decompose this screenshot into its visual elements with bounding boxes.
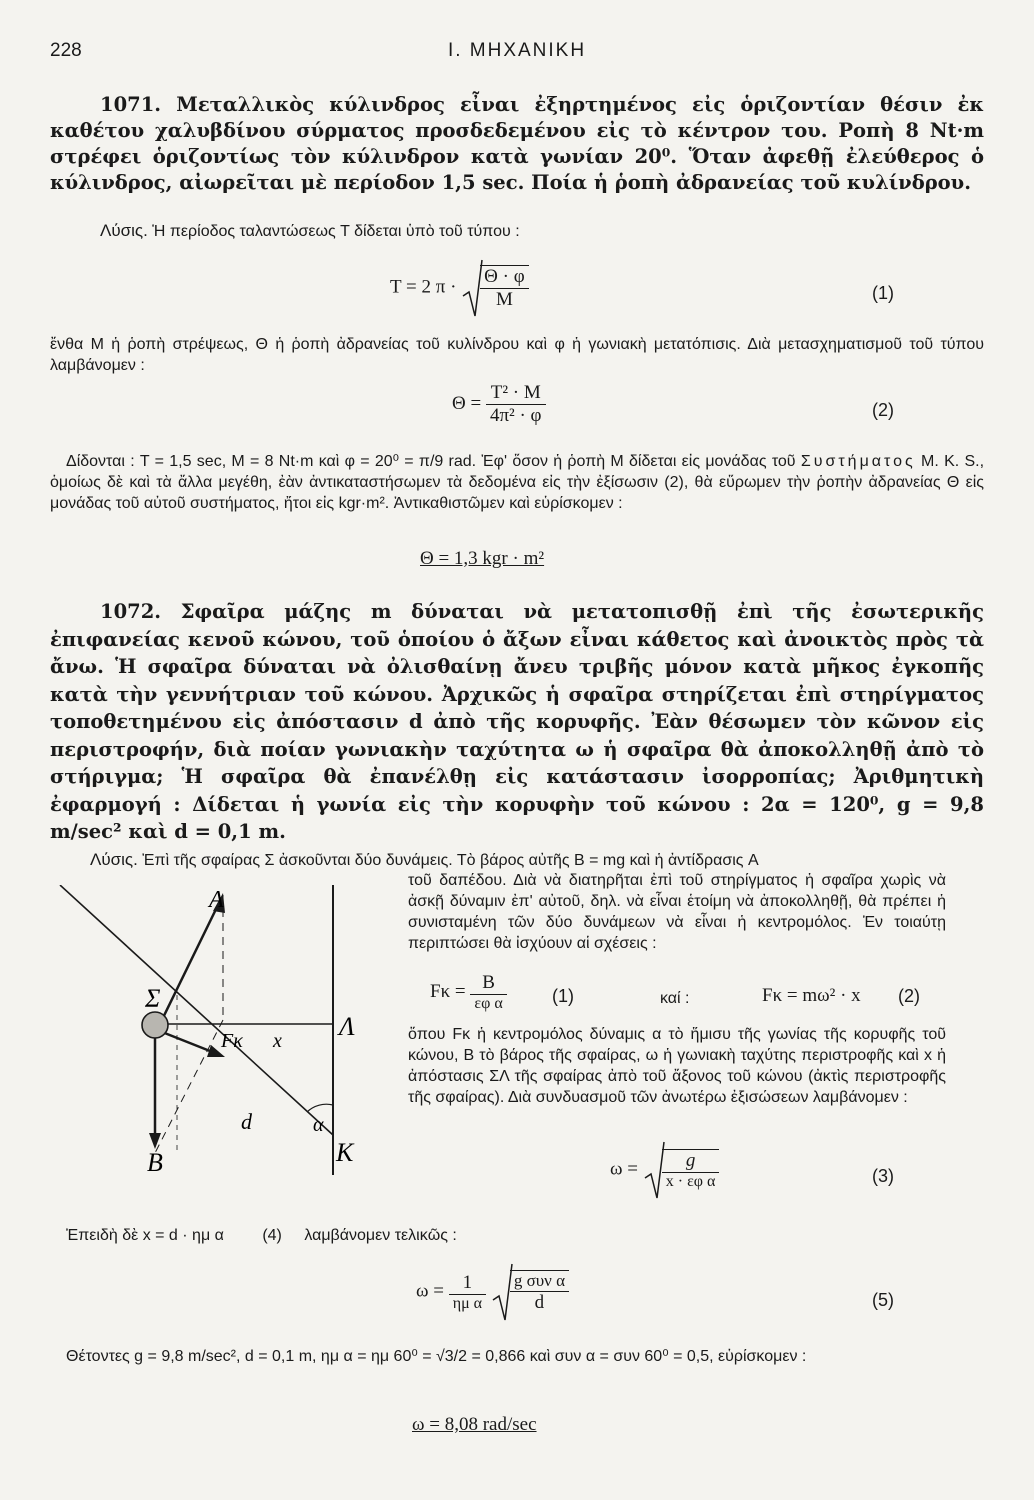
- sphere-icon: [142, 1012, 168, 1038]
- eq-fraction: [470, 972, 506, 1013]
- solution-first-text: Ἐπὶ τῆς σφαίρας Σ ἀσκοῦνται δύο δυνάμεις. Τὸ βάρος αὐτῆς B = mg καὶ ἡ ἀντίδρασις A: [142, 852, 759, 869]
- since-end-text: λαμβάνομεν τελικῶς :: [304, 1227, 457, 1244]
- given-text-b: M. K. S., ὁμοίως δὲ καὶ τὰ ἄλλα μεγέθη, ἐὰν ἀντικαταστήσωμεν τὰ δεδομένα εἰς τὴν ἐξίσωσιν (2), θὰ εὕρωμεν τὴν ῥοπὴν ἀδρανείας Θ εἰς μονάδας τοῦ αὐτοῦ συστήματος, ἤτοι εἰς kgr·m². Ἀντικαθιστῶμεν καὶ εὑρίσκομεν :: [50, 453, 985, 512]
- reaction-arrow-A: [157, 903, 219, 1030]
- eq-numerator: g: [662, 1150, 720, 1173]
- given-spaced-word: Συστήματος: [800, 453, 916, 470]
- eq-numerator: g συν α: [510, 1271, 569, 1292]
- solution-first-line: [50, 849, 984, 871]
- eq-denominator: 4π² · φ: [489, 405, 542, 426]
- eq-fraction-2: [510, 1270, 569, 1314]
- equation-1072-1: [430, 972, 507, 1013]
- since-text: Ἐπειδὴ δὲ x = d · ημ α: [66, 1227, 224, 1244]
- cone-sphere-figure: [55, 885, 375, 1175]
- equation-1072-5: [416, 1262, 569, 1322]
- solution-right-column: [408, 870, 946, 954]
- equation-1072-3: [610, 1140, 719, 1200]
- substitution-content: Θέτοντες g = 9,8 m/sec², d = 0,1 m, ημ α = ημ 60⁰ = √3/2 = 0,866 καὶ συν α = συν 60⁰ = 0,5, εὑρίσκομεν :: [66, 1348, 807, 1365]
- eq-lhs: Θ =: [452, 392, 482, 414]
- equation-number: (2): [872, 400, 894, 420]
- solution-intro: [50, 220, 984, 242]
- problem-text: Σφαῖρα μάζης m δύναται νὰ μετατοπισθῇ ἐπὶ τῆς ἐσωτερικῆς ἐπιφανείας κενοῦ κώνου, τοῦ ὁποίου ὁ ἄξων εἶναι κάθετος καὶ ἀνοικτὸς πρὸς τὰ ἄνω. Ἡ σφαῖρα δύναται νὰ ὀλισθαίνῃ ἄνευ τριβῆς μόνον κατὰ μῆκος ἐγκοπῆς κατὰ τὴν γεννήτριαν τοῦ κώνου. Ἀρχικῶς ἡ σφαῖρα στηρίζεται ἐπὶ στηρίγματος τοποθετημένου εἰς ἀπόστασιν d ἀπὸ τῆς κορυφῆς. Ἐὰν θέσωμεν τὸν κῶνον εἰς περιστροφήν, διὰ ποίαν γωνιακὴν ταχύτητα ω ἡ σφαῖρα θὰ ἀποκολληθῇ ἀπὸ τὸ στήριγμα; Ἡ σφαῖρα θὰ ἐπανέλθῃ εἰς κατάστασιν ἰσορροπίας; Ἀριθμητικὴ ἐφαρμογή : Δίδεται ἡ γωνία εἰς τὴν κορυφὴν τοῦ κώνου : 2α = 120⁰, g = 9,8 m/sec² καὶ d = 0,1 m.: [50, 600, 984, 843]
- problem-number: 1071.: [100, 93, 162, 116]
- page-header: [50, 40, 984, 70]
- eq-lhs: ω =: [416, 1280, 444, 1302]
- cone-generatrix-line: [60, 885, 333, 1135]
- definition-text: [50, 334, 984, 376]
- eq-fraction: [486, 382, 546, 427]
- conjunction-text: καί :: [660, 990, 690, 1007]
- eq-fraction-1: [449, 1272, 486, 1313]
- label-Fk: Fκ: [221, 1030, 243, 1052]
- eq-numerator: B: [470, 972, 506, 995]
- equation-number: (1): [552, 986, 574, 1006]
- solution-intro-text: Ἡ περίοδος ταλαντώσεως T δίδεται ὑπὸ τοῦ τύπου :: [152, 223, 520, 240]
- eq-denominator: ημ α: [452, 1294, 483, 1312]
- solution-right-text: τοῦ δαπέδου. Διὰ νὰ διατηρῆται ἐπὶ τοῦ στηρίγματος ἡ σφαῖρα χωρὶς νὰ ἀσκῇ δύναμιν ἐπ' αὐτοῦ, δηλ. νὰ εἶναι ἑτοίμη νὰ ἀποκολληθῇ, θὰ πρέπει ἡ συνισταμένη τῶν δύο δυνάμεων νὰ εἶναι ἡ κεντρομόλος. Ἐν τοιαύτῃ περιπτώσει θὰ ἰσχύουν αἱ σχέσεις :: [408, 872, 946, 952]
- eq-lhs: ω =: [610, 1158, 638, 1180]
- solution-label: Λύσις.: [100, 221, 148, 240]
- eq-fraction: [480, 265, 529, 311]
- equation-number: (4): [262, 1227, 282, 1244]
- eq-denominator: x · εφ α: [665, 1173, 716, 1190]
- equation-1072-2: Fκ = mω² · x: [762, 985, 861, 1006]
- eq-fraction: [662, 1149, 720, 1191]
- substitution-text: [50, 1346, 984, 1367]
- solution-label: Λύσις.: [90, 850, 138, 869]
- label-K: K: [336, 1138, 354, 1167]
- label-L: Λ: [339, 1012, 355, 1041]
- label-d: d: [241, 1109, 252, 1134]
- given-text-a: Δίδονται : T = 1,5 sec, M = 8 Nt·m καὶ φ = 20⁰ = π/9 rad. Ἐφ' ὅσον ἡ ῥοπὴ M δίδεται εἰς μονάδας τοῦ: [66, 453, 796, 470]
- equation-number: (2): [898, 986, 920, 1006]
- eq-numerator: T² · M: [486, 382, 546, 405]
- eq-denominator: d: [534, 1292, 545, 1313]
- given-values-text: [50, 451, 984, 514]
- label-alpha: α: [313, 1114, 324, 1136]
- problem-1072-statement: [50, 598, 984, 846]
- explanation-content: ὅπου Fκ ἡ κεντρομόλος δύναμις α τὸ ἥμισυ τῆς γωνίας τῆς κορυφῆς τοῦ κώνου, B τὸ βάρος τῆς σφαίρας, ω ἡ γωνιακὴ ταχύτης περιστροφῆς καὶ x ἡ ἀπόστασις ΣΛ τῆς σφαίρας ἀπὸ τοῦ ἄξονος τοῦ κώνου (ἀκτὶς περιστροφῆς τῆς σφαίρας). Διὰ συνδυασμοῦ τῶν ἀνωτέρω ἐξισώσεων λαμβάνομεν :: [408, 1026, 946, 1106]
- eq-numerator: Θ · φ: [480, 266, 529, 289]
- equation-number: (3): [872, 1166, 894, 1186]
- explanation-text: [408, 1024, 946, 1108]
- running-title: Ι. ΜΗΧΑΝΙΚΗ: [447, 40, 587, 61]
- label-A: A: [209, 887, 224, 913]
- problem-text: Μεταλλικὸς κύλινδρος εἶναι ἐξηρτημένος εἰς ὁριζοντίαν θέσιν ἐκ καθέτου χαλυβδίνου σύρματος προσδεδεμένου εἰς τὸ κέντρον του. Ροπὴ 8 Nt·m στρέφει ὁριζοντίως τὸν κύλινδρον κατὰ γωνίαν 20⁰. Ὅταν ἀφεθῇ ἐλεύθερος ὁ κύλινδρος, αἰωρεῖται μὲ περίοδον 1,5 sec. Ποία ἡ ῥοπὴ ἀδρανείας τοῦ κυλίνδρου.: [50, 93, 984, 194]
- equation-number: (5): [872, 1290, 894, 1310]
- eq-denominator: M: [495, 289, 513, 310]
- angle-arc: [307, 1104, 333, 1112]
- result-1072: ω = 8,08 rad/sec: [412, 1414, 537, 1435]
- eq-lhs: Fκ =: [430, 980, 466, 1002]
- result-1071: Θ = 1,3 kgr · m²: [420, 548, 545, 569]
- equation-number: (1): [872, 283, 894, 303]
- definition-text-content: ἔνθα M ἡ ῥοπὴ στρέψεως, Θ ἡ ῥοπὴ ἀδρανείας τοῦ κυλίνδρου καὶ φ ἡ γωνιακὴ μετατόπισις. Διὰ μετασχηματισμοῦ τοῦ τύπου λαμβάνομεν :: [50, 336, 984, 374]
- label-x: x: [273, 1030, 282, 1052]
- label-B: B: [147, 1148, 163, 1175]
- eq-denominator: εφ α: [474, 995, 503, 1012]
- dashed-diagonal-line: [155, 1020, 223, 1153]
- eq-lhs: T = 2 π ·: [390, 276, 457, 298]
- problem-1071-statement: [50, 92, 984, 196]
- label-S: Σ: [145, 984, 161, 1013]
- arrowhead-icon: [149, 1133, 161, 1149]
- equation-2: [452, 382, 546, 427]
- eq-numerator: 1: [449, 1272, 486, 1295]
- problem-number: 1072.: [100, 600, 162, 623]
- since-line: [50, 1225, 984, 1246]
- equation-1: [390, 258, 529, 318]
- page-number: 228: [50, 40, 82, 61]
